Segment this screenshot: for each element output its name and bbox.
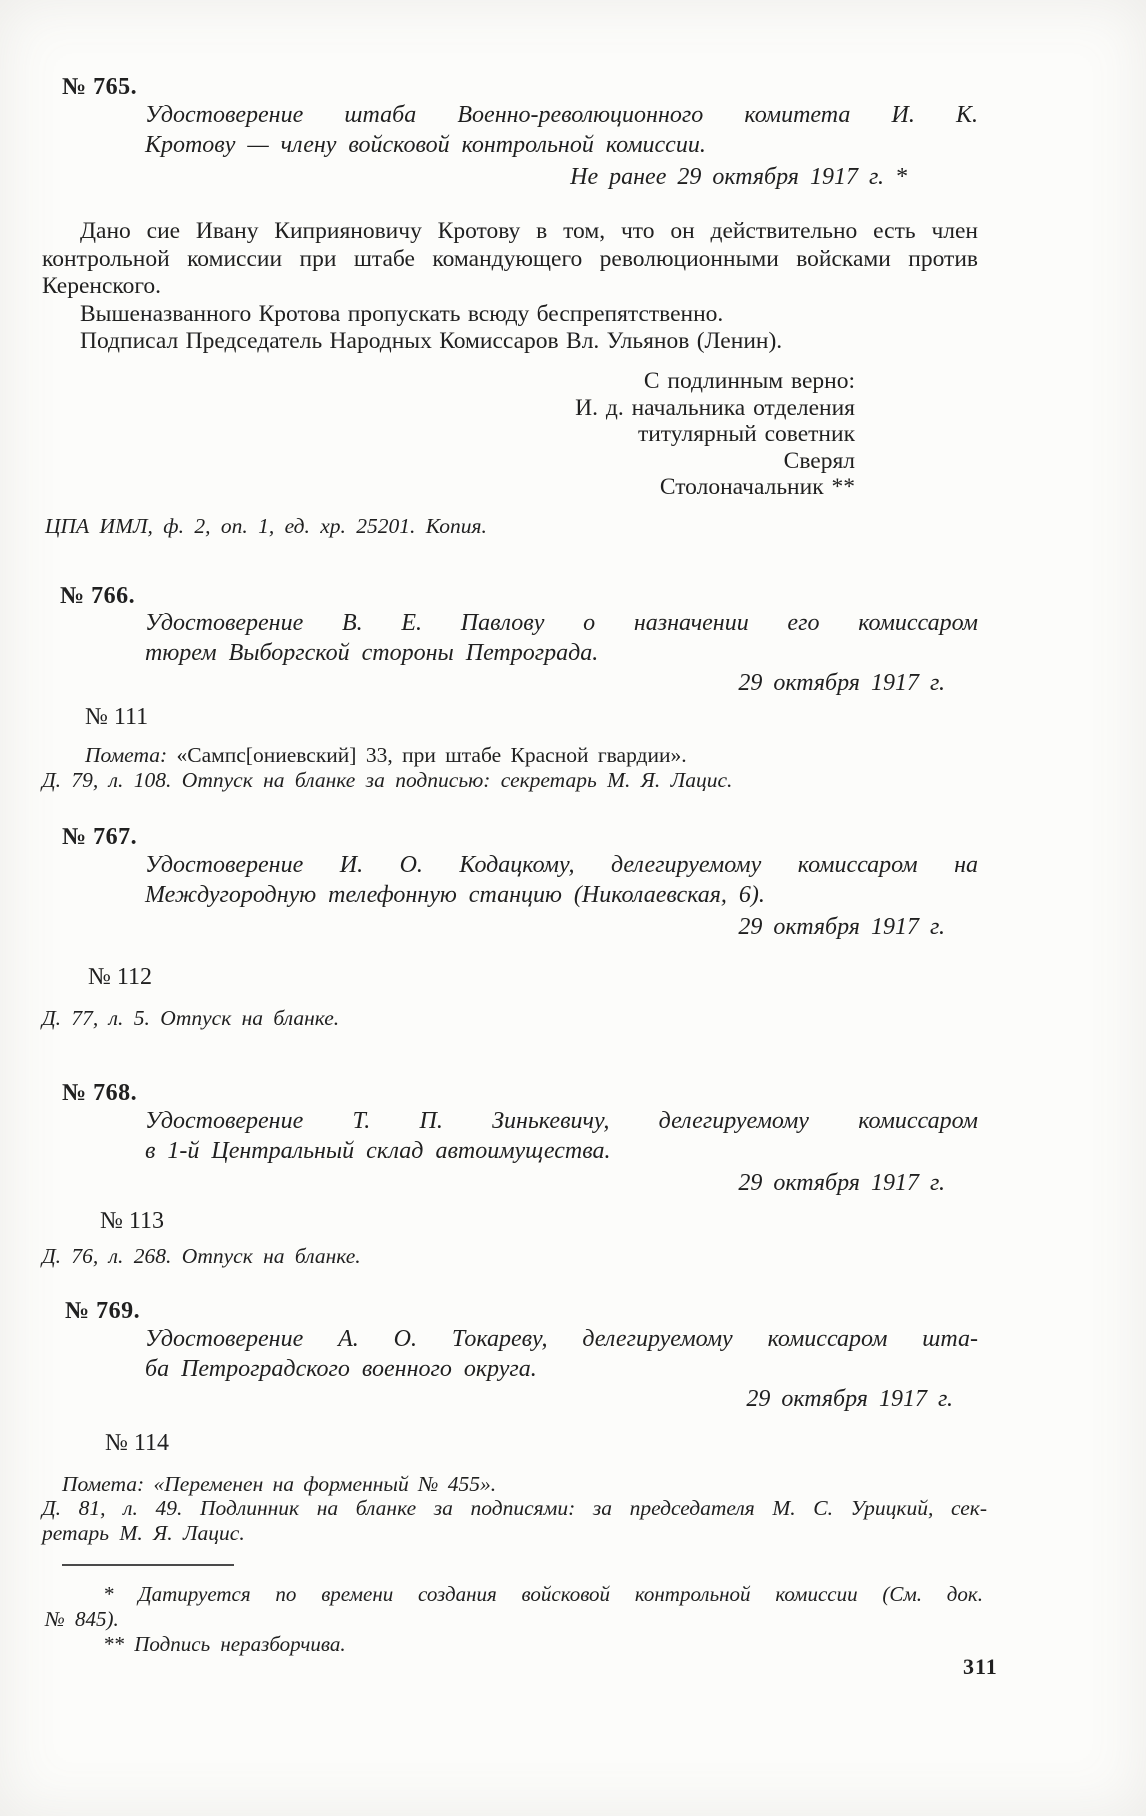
doc-769-title [145, 1324, 978, 1384]
doc-765-paragraph: Дано сие Ивану Киприяновичу Кротову в том, что он действительно есть член контрольной комиссии при штабе командующего революционными войсками против Керенского. [42, 218, 978, 299]
doc-769-archival-line1: Д. 81, л. 49. Подлинник на бланке за подписями: за председателя М. С. Урицкий, сек- [42, 1496, 987, 1520]
doc-769-registry-number: № 114 [105, 1430, 170, 1456]
doc-768-title [145, 1106, 978, 1166]
doc-767-title [145, 850, 978, 910]
doc-766-date: 29 октября 1917 г. [738, 670, 945, 696]
doc-768-title-line1: Удостоверение Т. П. Зинькевичу, делегируемому комиссаром [145, 1108, 978, 1134]
doc-769-archival-reference [42, 1496, 987, 1545]
doc-768-number-label: № 768. [62, 1080, 138, 1106]
doc-767-number-label: № 767. [62, 824, 138, 850]
doc-765-title-line2: Кротову — члену войсковой контрольной комиссии. [145, 132, 706, 158]
footnote-separator-rule [62, 1564, 234, 1566]
doc-767-archival-reference: Д. 77, л. 5. Отпуск на бланке. [42, 1006, 340, 1030]
doc-769-title-line1: Удостоверение А. О. Токареву, делегируемому комиссаром шта- [145, 1326, 978, 1352]
doc-768-archival-reference: Д. 76, л. 268. Отпуск на бланке. [42, 1244, 361, 1268]
signature-line: Сверял [783, 447, 855, 474]
doc-766-registry-number: № 111 [85, 704, 149, 730]
doc-769-date: 29 октября 1917 г. [746, 1386, 953, 1412]
doc-765-number-label: № 765. [62, 74, 138, 100]
footnote-1 [45, 1582, 983, 1632]
footnote-2: ** Подпись неразборчива. [103, 1632, 346, 1656]
signature-line: титулярный советник [637, 421, 855, 447]
doc-768-title-line2: в 1-й Центральный склад автоимущества. [145, 1138, 611, 1164]
doc-769-pometa-note [62, 1472, 496, 1497]
doc-769-title-line2: ба Петроградского военного округа. [145, 1356, 537, 1382]
pometa-text: «Сампс[ониевский] 33, при штабе Красной гвардии». [176, 743, 687, 767]
doc-765-date: Не ранее 29 октября 1917 г. * [570, 164, 907, 190]
doc-765-signature-block [42, 368, 978, 501]
doc-769-archival-line2: ретарь М. Я. Лацис. [42, 1520, 245, 1545]
pometa-label: Помета: [85, 743, 168, 767]
doc-766-title-line1: Удостоверение В. Е. Павлову о назначении его комиссаром [145, 610, 978, 636]
doc-767-registry-number: № 112 [88, 964, 153, 990]
doc-766-title-line2: тюрем Выборгской стороны Петрограда. [145, 640, 599, 666]
doc-765-body [42, 218, 978, 356]
doc-765-paragraph: Вышеназванного Кротова пропускать всюду беспрепятственно. [80, 300, 724, 327]
doc-765-title [145, 100, 978, 160]
footnote-1-line1: * Датируется по времени создания войсковой контрольной комиссии (См. док. [103, 1582, 983, 1606]
doc-765-title-line1: Удостоверение штаба Военно-революционного комитета И. К. [145, 102, 978, 128]
doc-768-registry-number: № 113 [100, 1208, 165, 1234]
doc-766-number-label: № 766. [60, 583, 136, 609]
pometa-text: «Переменен на форменный № 455». [153, 1472, 497, 1496]
signature-line: И. д. начальника отделения [575, 394, 855, 421]
page-number: 311 [963, 1654, 998, 1679]
doc-767-date: 29 октября 1917 г. [738, 914, 945, 940]
signature-line: Столоначальник ** [659, 474, 855, 500]
signature-line: С подлинным верно: [643, 368, 855, 394]
doc-766-title [145, 608, 978, 668]
doc-767-title-line2: Междугородную телефонную станцию (Николаевская, 6). [145, 882, 765, 908]
doc-769-number-label: № 769. [65, 1298, 141, 1324]
doc-765-archival-reference: ЦПА ИМЛ, ф. 2, оп. 1, ед. хр. 25201. Копия. [45, 514, 487, 538]
footnote-1-line2: № 845). [45, 1607, 119, 1631]
doc-767-title-line1: Удостоверение И. О. Кодацкому, делегируемому комиссаром на [145, 852, 978, 878]
doc-768-date: 29 октября 1917 г. [738, 1170, 945, 1196]
doc-766-archival-reference: Д. 79, л. 108. Отпуск на бланке за подписью: секретарь М. Я. Лацис. [42, 768, 733, 792]
doc-765-paragraph: Подписал Председатель Народных Комиссаров Вл. Ульянов (Ленин). [80, 328, 783, 354]
doc-766-pometa-note [85, 743, 687, 768]
pometa-label: Помета: [62, 1472, 145, 1496]
